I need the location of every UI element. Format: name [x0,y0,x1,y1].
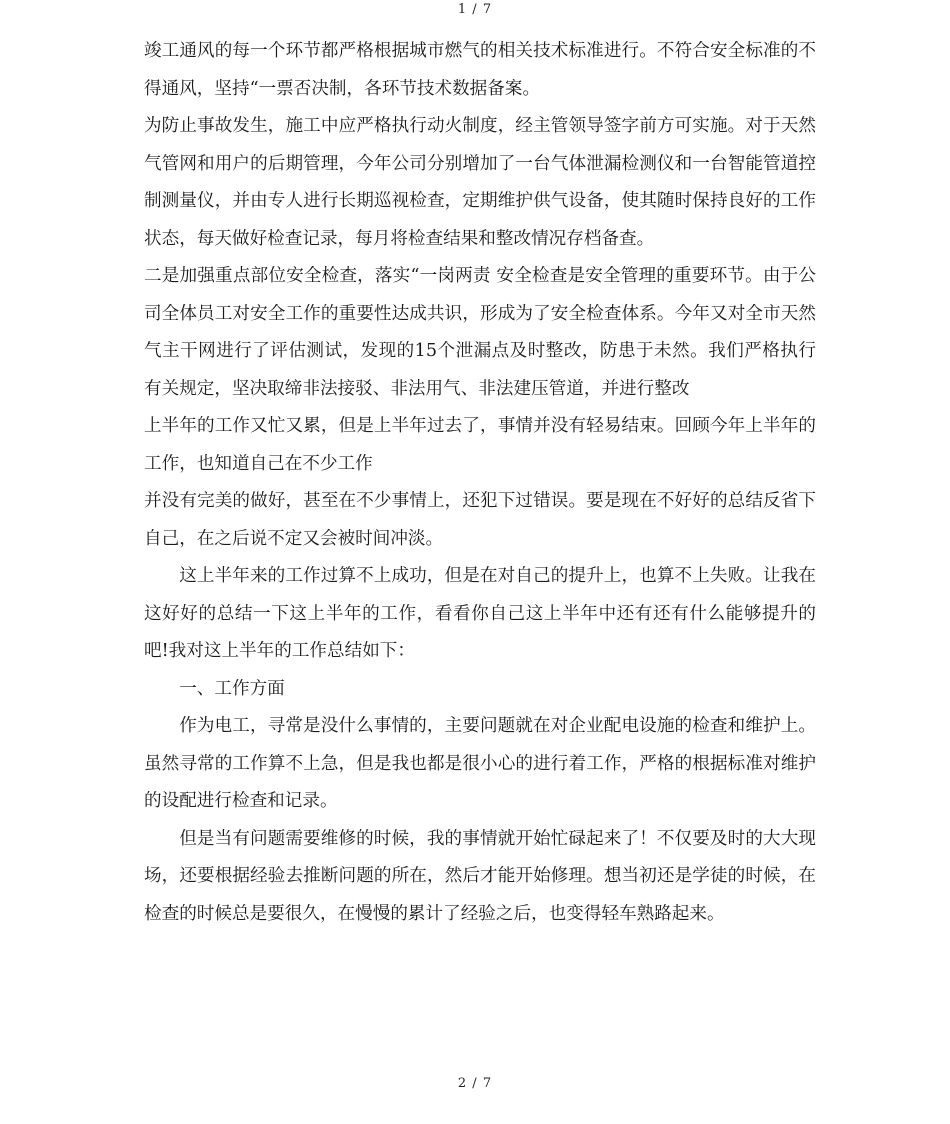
page-number-bottom: 2 / 7 [457,1076,493,1091]
paragraph-electrician-duties: 作为电工，寻常是没什么事情的，主要问题就在对企业配电设施的检查和维护上。虽然寻常的工作算不上急，但是我也都是很小心的进行着工作，严格的根据标准对维护的设配进行检查和记录。 [144,716,816,811]
paragraph-summary-intro: 这上半年来的工作过算不上成功，但是在对自己的提升上，也算不上失败。让我在这好好的总结一下这上半年的工作，看看你自己这上半年中还有还有什么能够提升的吧!我对这上半年的工作总结如下： [144,566,816,661]
section-heading-work: 一、工作方面 [179,678,285,699]
page-number-top: 1 / 7 [457,2,493,17]
document-body [144,33,816,933]
paragraph-safety-inspection: 二是加强重点部位安全检查，落实“一岗两责 安全检查是安全管理的重要环节。由于公司全体员工对安全工作的重要性达成共识，形成为了安全检查体系。今年又对全市天然气主干网进行了评估测试，发现的15个泄漏点及时整改，防患于未然。我们严格执行有关规定，坚决取缔非法接驳、非法用气、非法建压管道，并进行整改 [144,266,816,399]
paragraph-half-year-review: 上半年的工作又忙又累，但是上半年过去了，事情并没有轻易结束。回顾今年上半年的工作，也知道自己在不少工作 [144,416,816,474]
paragraph-mistakes: 并没有完美的做好，甚至在不少事情上，还犯下过错误。要是现在不好好的总结反省下自己，在之后说不定又会被时间冲淡。 [144,491,816,549]
paragraph-repair-experience: 但是当有问题需要维修的时候，我的事情就开始忙碌起来了！不仅要及时的大大现场，还要根据经验去推断问题的所在，然后才能开始修理。想当初还是学徒的时候，在检查的时候总是要很久，在慢慢的累计了经验之后，也变得轻车熟路起来。 [144,828,816,924]
paragraph-gas-ventilation: 竣工通风的每一个环节都严格根据城市燃气的相关技术标准进行。不符合安全标准的不得通风，坚持“一票否决制，各环节技术数据备案。 [144,41,816,99]
paragraph-fire-safety: 为防止事故发生，施工中应严格执行动火制度，经主管领导签字前方可实施。对于天然气管网和用户的后期管理，今年公司分别增加了一台气体泄漏检测仪和一台智能管道控制测量仪，并由专人进行长期巡视检查，定期维护供气设备，使其随时保持良好的工作状态，每天做好检查记录，每月将检查结果和整改情况存档备查。 [144,116,816,249]
